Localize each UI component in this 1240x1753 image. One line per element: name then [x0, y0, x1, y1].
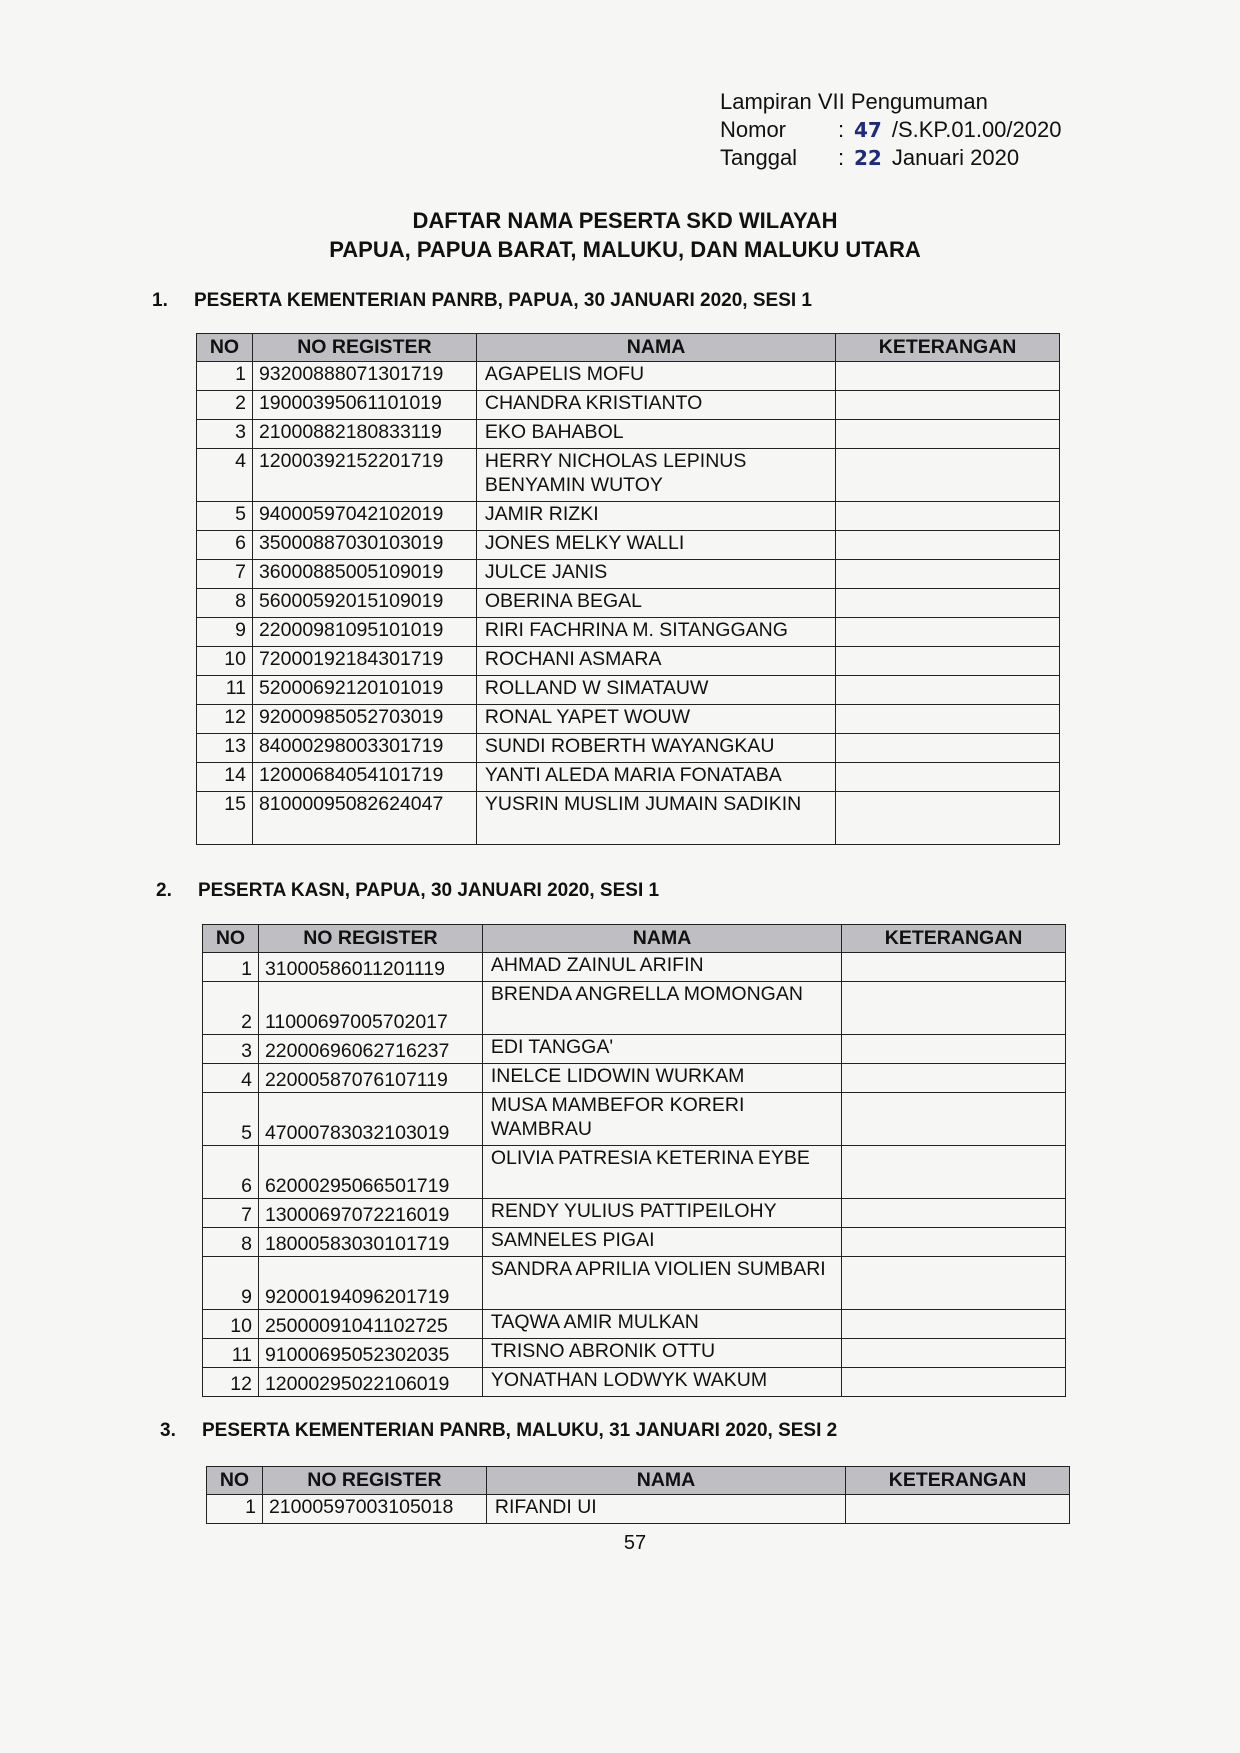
- cell-no: 8: [203, 1228, 259, 1257]
- cell-keterangan: [836, 589, 1060, 618]
- table-row: [197, 560, 1060, 589]
- table-row: [203, 1146, 1066, 1199]
- table-row: [203, 1064, 1066, 1093]
- column-register: NO REGISTER: [252, 334, 476, 362]
- table-row: [197, 531, 1060, 560]
- title-line-1: DAFTAR NAMA PESERTA SKD WILAYAH: [412, 208, 838, 233]
- table-row: [203, 982, 1066, 1035]
- table-row: [203, 1228, 1066, 1257]
- cell-keterangan: [846, 1495, 1070, 1524]
- cell-register: 72000192184301719: [252, 647, 476, 676]
- cell-nama: OLIVIA PATRESIA KETERINA EYBE: [482, 1146, 841, 1199]
- cell-no: 5: [197, 502, 253, 531]
- cell-register: 22000696062716237: [258, 1035, 482, 1064]
- cell-register: 52000692120101019: [252, 676, 476, 705]
- section-1-title: [152, 290, 812, 312]
- cell-keterangan: [842, 1146, 1066, 1199]
- cell-no: 1: [207, 1495, 263, 1524]
- table-row: [197, 792, 1060, 845]
- cell-keterangan: [836, 734, 1060, 763]
- table-row: [203, 1368, 1066, 1397]
- cell-no: 7: [197, 560, 253, 589]
- column-no: NO: [197, 334, 253, 362]
- table-row: [203, 1310, 1066, 1339]
- table-row: [203, 1339, 1066, 1368]
- table-row: [197, 647, 1060, 676]
- cell-register: 56000592015109019: [252, 589, 476, 618]
- table-row: [203, 1035, 1066, 1064]
- cell-nama: AHMAD ZAINUL ARIFIN: [482, 953, 841, 982]
- cell-no: 1: [203, 953, 259, 982]
- tanggal-separator: :: [837, 145, 845, 170]
- column-register: NO REGISTER: [258, 925, 482, 953]
- section-number: 2.: [156, 880, 172, 901]
- cell-nama: JAMIR RIZKI: [476, 502, 835, 531]
- cell-register: 21000597003105018: [262, 1495, 486, 1524]
- cell-keterangan: [836, 391, 1060, 420]
- cell-no: 3: [197, 420, 253, 449]
- cell-register: 94000597042102019: [252, 502, 476, 531]
- table-row: [207, 1495, 1070, 1524]
- cell-nama: YONATHAN LODWYK WAKUM: [482, 1368, 841, 1397]
- cell-keterangan: [842, 1310, 1066, 1339]
- cell-no: 6: [203, 1146, 259, 1199]
- attachment-header: [720, 88, 1061, 172]
- cell-no: 4: [203, 1064, 259, 1093]
- cell-keterangan: [842, 1228, 1066, 1257]
- cell-keterangan: [842, 1257, 1066, 1310]
- cell-register: 22000587076107119: [258, 1064, 482, 1093]
- cell-nama: BRENDA ANGRELLA MOMONGAN: [482, 982, 841, 1035]
- cell-no: 9: [203, 1257, 259, 1310]
- column-nama: NAMA: [482, 925, 841, 953]
- table-row: [197, 589, 1060, 618]
- cell-no: 9: [197, 618, 253, 647]
- cell-register: 47000783032103019: [258, 1093, 482, 1146]
- cell-register: 12000392152201719: [252, 449, 476, 502]
- cell-keterangan: [836, 531, 1060, 560]
- cell-register: 91000695052302035: [258, 1339, 482, 1368]
- nomor-handwritten: 47: [854, 118, 882, 142]
- section-number: 3.: [160, 1420, 176, 1441]
- cell-no: 12: [197, 705, 253, 734]
- column-no: NO: [207, 1467, 263, 1495]
- cell-keterangan: [836, 647, 1060, 676]
- cell-nama: RENDY YULIUS PATTIPEILOHY: [482, 1199, 841, 1228]
- cell-no: 10: [197, 647, 253, 676]
- cell-register: 13000697072216019: [258, 1199, 482, 1228]
- section-heading: PESERTA KASN, PAPUA, 30 JANUARI 2020, SESI 1: [198, 880, 660, 901]
- participant-table-3: [206, 1466, 1070, 1524]
- cell-no: 2: [203, 982, 259, 1035]
- cell-no: 4: [197, 449, 253, 502]
- table-row: [197, 705, 1060, 734]
- cell-no: 12: [203, 1368, 259, 1397]
- table-header-row: [203, 925, 1066, 953]
- cell-no: 5: [203, 1093, 259, 1146]
- cell-keterangan: [842, 953, 1066, 982]
- column-keterangan: KETERANGAN: [836, 334, 1060, 362]
- cell-nama: EKO BAHABOL: [476, 420, 835, 449]
- cell-nama: RIFANDI UI: [486, 1495, 845, 1524]
- cell-nama: RIRI FACHRINA M. SITANGGANG: [476, 618, 835, 647]
- column-no: NO: [203, 925, 259, 953]
- cell-nama: SANDRA APRILIA VIOLIEN SUMBARI: [482, 1257, 841, 1310]
- tanggal-handwritten: 22: [854, 146, 882, 170]
- cell-register: 84000298003301719: [252, 734, 476, 763]
- table-row: [197, 734, 1060, 763]
- table-row: [203, 953, 1066, 982]
- cell-keterangan: [842, 1339, 1066, 1368]
- cell-keterangan: [842, 982, 1066, 1035]
- cell-register: 19000395061101019: [252, 391, 476, 420]
- cell-keterangan: [836, 560, 1060, 589]
- section-heading: PESERTA KEMENTERIAN PANRB, PAPUA, 30 JANUARI 2020, SESI 1: [194, 290, 812, 311]
- table-row: [197, 362, 1060, 391]
- cell-keterangan: [836, 792, 1060, 845]
- cell-register: 31000586011201119: [258, 953, 482, 982]
- cell-keterangan: [842, 1199, 1066, 1228]
- tanggal-label: Tanggal: [720, 145, 798, 170]
- cell-nama: CHANDRA KRISTIANTO: [476, 391, 835, 420]
- cell-no: 7: [203, 1199, 259, 1228]
- table-row: [197, 676, 1060, 705]
- cell-register: 11000697005702017: [258, 982, 482, 1035]
- column-nama: NAMA: [476, 334, 835, 362]
- column-nama: NAMA: [486, 1467, 845, 1495]
- table-row: [203, 1257, 1066, 1310]
- cell-keterangan: [836, 449, 1060, 502]
- cell-register: 92000985052703019: [252, 705, 476, 734]
- cell-keterangan: [842, 1064, 1066, 1093]
- cell-register: 92000194096201719: [258, 1257, 482, 1310]
- nomor-value: /S.KP.01.00/2020: [891, 117, 1062, 142]
- cell-no: 15: [197, 792, 253, 845]
- cell-keterangan: [842, 1093, 1066, 1146]
- nomor-separator: :: [837, 117, 845, 142]
- cell-keterangan: [836, 362, 1060, 391]
- column-keterangan: KETERANGAN: [842, 925, 1066, 953]
- table-row: [203, 1199, 1066, 1228]
- column-register: NO REGISTER: [262, 1467, 486, 1495]
- cell-keterangan: [842, 1368, 1066, 1397]
- cell-register: 25000091041102725: [258, 1310, 482, 1339]
- cell-nama: OBERINA BEGAL: [476, 589, 835, 618]
- title-line-2: PAPUA, PAPUA BARAT, MALUKU, DAN MALUKU UTARA: [329, 237, 921, 262]
- cell-register: 18000583030101719: [258, 1228, 482, 1257]
- cell-register: 22000981095101019: [252, 618, 476, 647]
- table-row: [203, 1093, 1066, 1146]
- cell-keterangan: [836, 763, 1060, 792]
- cell-keterangan: [836, 420, 1060, 449]
- cell-register: 12000684054101719: [252, 763, 476, 792]
- section-heading: PESERTA KEMENTERIAN PANRB, MALUKU, 31 JANUARI 2020, SESI 2: [202, 1420, 838, 1441]
- cell-no: 3: [203, 1035, 259, 1064]
- section-3-title: [160, 1420, 837, 1442]
- participant-table-1: [196, 333, 1060, 845]
- cell-nama: TRISNO ABRONIK OTTU: [482, 1339, 841, 1368]
- cell-nama: EDI TANGGA': [482, 1035, 841, 1064]
- cell-nama: SUNDI ROBERTH WAYANGKAU: [476, 734, 835, 763]
- table-row: [197, 420, 1060, 449]
- cell-no: 1: [197, 362, 253, 391]
- cell-keterangan: [842, 1035, 1066, 1064]
- page-number: 57: [623, 1532, 647, 1554]
- cell-register: 81000095082624047: [252, 792, 476, 845]
- cell-nama: ROLLAND W SIMATAUW: [476, 676, 835, 705]
- table-row: [197, 763, 1060, 792]
- cell-keterangan: [836, 502, 1060, 531]
- cell-keterangan: [836, 705, 1060, 734]
- cell-nama: INELCE LIDOWIN WURKAM: [482, 1064, 841, 1093]
- cell-register: 93200888071301719: [252, 362, 476, 391]
- cell-no: 11: [203, 1339, 259, 1368]
- cell-register: 21000882180833119: [252, 420, 476, 449]
- cell-nama: TAQWA AMIR MULKAN: [482, 1310, 841, 1339]
- cell-nama: RONAL YAPET WOUW: [476, 705, 835, 734]
- document-title: [0, 206, 1240, 264]
- cell-nama: SAMNELES PIGAI: [482, 1228, 841, 1257]
- nomor-label: Nomor: [720, 117, 787, 142]
- table-row: [197, 618, 1060, 647]
- cell-nama: ROCHANI ASMARA: [476, 647, 835, 676]
- table-header-row: [197, 334, 1060, 362]
- cell-keterangan: [836, 676, 1060, 705]
- section-number: 1.: [152, 290, 168, 311]
- cell-no: 14: [197, 763, 253, 792]
- cell-nama: YUSRIN MUSLIM JUMAIN SADIKIN: [476, 792, 835, 845]
- cell-no: 6: [197, 531, 253, 560]
- cell-nama: JONES MELKY WALLI: [476, 531, 835, 560]
- cell-no: 8: [197, 589, 253, 618]
- cell-register: 12000295022106019: [258, 1368, 482, 1397]
- cell-register: 35000887030103019: [252, 531, 476, 560]
- cell-nama: HERRY NICHOLAS LEPINUS BENYAMIN WUTOY: [476, 449, 835, 502]
- cell-register: 62000295066501719: [258, 1146, 482, 1199]
- cell-no: 13: [197, 734, 253, 763]
- column-keterangan: KETERANGAN: [846, 1467, 1070, 1495]
- cell-no: 11: [197, 676, 253, 705]
- cell-nama: YANTI ALEDA MARIA FONATABA: [476, 763, 835, 792]
- section-2-title: [156, 880, 659, 902]
- cell-register: 36000885005109019: [252, 560, 476, 589]
- participant-table-2: [202, 924, 1066, 1397]
- cell-no: 10: [203, 1310, 259, 1339]
- table-header-row: [207, 1467, 1070, 1495]
- cell-nama: MUSA MAMBEFOR KORERI WAMBRAU: [482, 1093, 841, 1146]
- cell-keterangan: [836, 618, 1060, 647]
- cell-no: 2: [197, 391, 253, 420]
- table-row: [197, 502, 1060, 531]
- table-row: [197, 391, 1060, 420]
- cell-nama: AGAPELIS MOFU: [476, 362, 835, 391]
- lampiran-label: Lampiran VII Pengumuman: [720, 89, 988, 114]
- table-row: [197, 449, 1060, 502]
- cell-nama: JULCE JANIS: [476, 560, 835, 589]
- tanggal-value: Januari 2020: [891, 145, 1020, 170]
